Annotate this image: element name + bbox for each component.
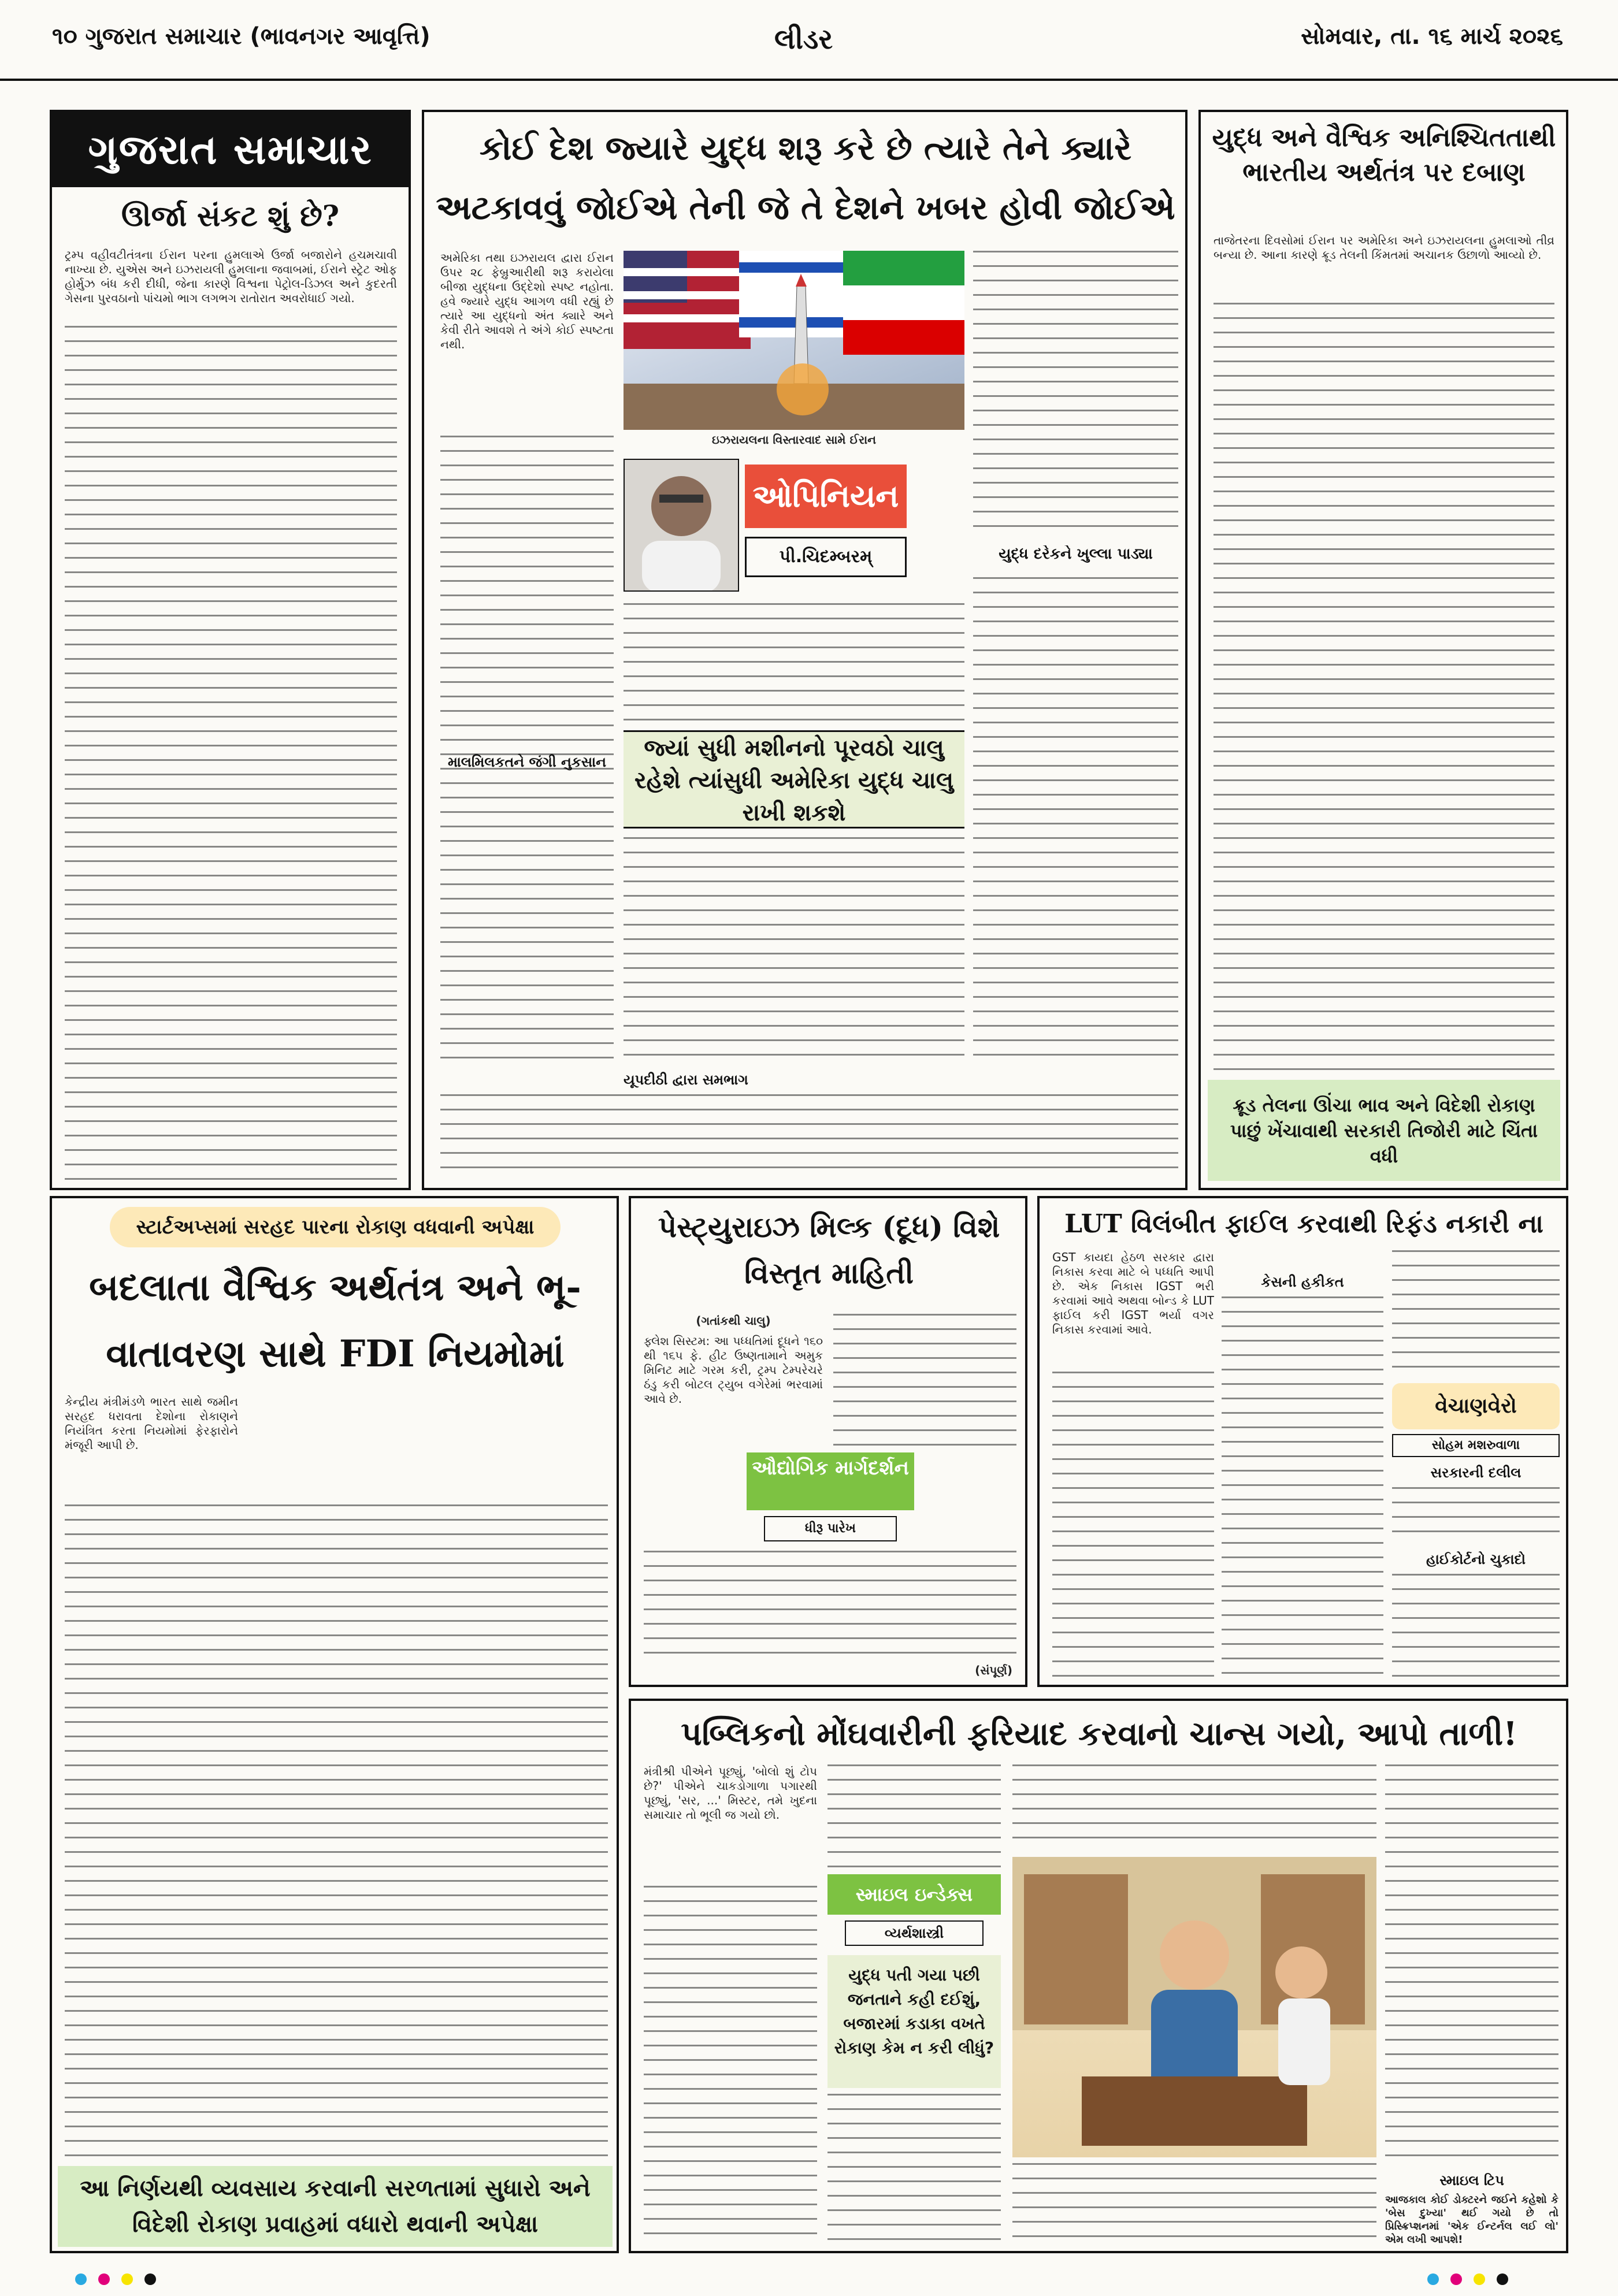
lut-subhead-facts: કેસની હકીકત: [1261, 1273, 1344, 1290]
milk-continued-label: (ગતાંકથી ચાલુ): [696, 1314, 771, 1328]
fdi-headline-line2: વાતાવરણ સાથે FDI નિયમોમાં: [106, 1332, 565, 1376]
registration-dot-icon: [121, 2273, 133, 2285]
lead-pullquote: જ્યાં સુધી મશીનનો પૂરવઠો ચાલુ રહેશે ત્યાંસુધી અમેરિકા યુદ્ધ ચાલુ રાખી શકશે: [624, 730, 964, 829]
lead-headline-line2: અટકાવવું જોઈએ તેની જે તે દેશને ખબર હોવી જોઈએ: [436, 188, 1175, 227]
fdi-body: કેન્દ્રીય મંત્રીમંડળે ભારત સાથે જમીન સરહદ ધરાવતા દેશોના રોકાણને નિયંત્રિત કરતા નિયમોમાં ફેરફારોને મંજૂરી આપી છે.: [65, 1395, 238, 1452]
registration-dot-icon: [1497, 2273, 1508, 2285]
lut-body-lines-e: [1392, 1250, 1560, 1377]
lut-body-lines-a: [1052, 1372, 1214, 1678]
war-illustration: [624, 251, 964, 430]
lead-body-lines-b: [973, 251, 1178, 540]
author-byline: પી.ચિદમ્બરમ્: [745, 537, 907, 577]
satire-body-lines-e: [1012, 2163, 1376, 2244]
satire-body-lines-a: [644, 1886, 817, 2244]
lead-headline-line1: કોઈ દેશ જ્યારે યુદ્ધ શરૂ કરે છે ત્યારે તેને ક્યારે: [479, 128, 1132, 168]
lead-body: અમેરિકા તથા ઇઝરાયલ દ્વારા ઈરાન ઉપર ૨૮ ફેબ્રુઆરીથી શરૂ કરાયેલા બીજા યુદ્ધના ઉદ્દેશો સ્પષ્ટ નહોતા. હવે જ્યારે યુદ્ધ આગળ વધી રહ્યું છે ત્યારે આ યુદ્ધનો અંત ક્યારે અને કેવી રીતે આવશે તે અંગે કોઈ સ્પષ્ટતા નથી.: [440, 251, 614, 351]
milk-headline: પેસ્ટ્યુરાઇઝ મિલ્ક (દૂધ) વિશે વિસ્તૃત માહિતી: [658, 1210, 1000, 1290]
sales-tax-badge: વેચાણવેરો: [1392, 1383, 1560, 1429]
lut-body-lines-b: [1222, 1296, 1383, 1678]
lut-body: GST કાયદા હેઠળ સરકાર દ્વારા નિકાસ કરવા માટે બે પધ્ધતિ આપી છે. એક નિકાસ IGST ભરી કરવામાં આવે અથવા બોન્ડ કે LUT ફાઈલ કરી IGST ભર્યા વગર નિકાસ કરવામાં આવે.: [1052, 1250, 1214, 1336]
satire-body-lines-f: [1385, 1764, 1558, 2169]
satire-headline: પબ્લિકનો મોંઘવારીની ફરિયાદ કરવાનો ચાન્સ ગયો, આપો તાળી!: [681, 1715, 1517, 1753]
registration-dot-icon: [144, 2273, 156, 2285]
lut-author: સોહમ મશરુવાળા: [1392, 1434, 1560, 1457]
registration-dot-icon: [75, 2273, 87, 2285]
page-date: સોમવાર, તા. ૧૬ માર્ચ ૨૦૨૬: [1301, 23, 1563, 50]
economy-headline: યુદ્ધ અને વૈશ્વિક અનિશ્ચિતતાથી ભારતીય અર્થતંત્ર પર દબાણ: [1212, 123, 1556, 187]
satire-body-lines-d: [1012, 1764, 1376, 1851]
lead-body-lines-c: [624, 603, 964, 725]
milk-body-lines-right: [833, 1314, 1016, 1450]
milk-author: ધીરૂ પારેખ: [764, 1516, 897, 1541]
fdi-kicker: સ્ટાર્ટઅપ્સમાં સરહદ પારના રોકાણ વધવાની અપેક્ષા: [110, 1207, 561, 1247]
smile-index-badge: સ્માઇલ ઇન્ડેક્સ: [827, 1874, 1001, 1915]
lead-body-lines-f: [440, 1094, 1178, 1181]
industrial-guide-badge: ઔદ્યોગિક માર્ગદર્શન: [747, 1452, 914, 1510]
lead-body-lines-a: [440, 436, 614, 1060]
registration-dot-icon: [1450, 2273, 1462, 2285]
lut-subhead-govt: સરકારની દલીલ: [1430, 1464, 1521, 1481]
fdi-body-lines: [65, 1504, 608, 2157]
fdi-headline-line1: બદલાતા વૈશ્વિક અર્થતંત્ર અને ભૂ-: [89, 1266, 581, 1309]
page-info: ૧૦ ગુજરાત સમાચાર (ભાવનગર આવૃત્તિ): [52, 23, 431, 50]
satire-pullquote: યુદ્ધ પતી ગયા પછી જનતાને કહી દઈશું, બજારમાં કડાકા વખતે રોકાણ કેમ ન કરી લીધું?: [827, 1955, 1001, 2088]
masthead: [52, 112, 409, 187]
subhead-property-loss: માલમિલકતને જંગી નુકસાન: [447, 753, 607, 770]
author-photo: [624, 459, 739, 592]
opinion-label: ઓપિનિયન: [745, 465, 907, 528]
col1-body: ટ્રમ્પ વહીવટીતંત્રના ઈરાન પરના હુમલાએ ઉર્જા બજારોને હચમચાવી નાખ્યા છે. યુએસ અને ઇઝરાયલી હુમલાના જવાબમાં, ઈરાને સ્ટ્રેટ ઓફ હોર્મુઝ બંધ કરી દીધી, જેના કારણે વિશ્વના પેટ્રોલ-ડિઝલ અને કુદરતી ગેસના પુરવઠાનો પાંચમો ભાગ લગભગ રાતોરાત અવરોધાઈ ગયો.: [65, 248, 397, 305]
milk-body: ફ્લેશ સિસ્ટમ: આ પધ્ધતિમાં દૂધને ૧૬૦ થી ૧૬૫ ફે. હીટ ઉષ્ણતામાને અમુક મિનિટ માટે ગરમ કરી, ટ્રમ્પ ટેમ્પરેચરે ઠંડુ કરી બોટલ ટ્યુબ વગેરેમાં ભરવામાં આવે છે.: [644, 1334, 823, 1406]
lut-body-lines-d: [1392, 1574, 1560, 1678]
milk-body-lines: [644, 1551, 1016, 1658]
subhead-equal-share: યૂપદીઠી દ્વારા સમભાગ: [624, 1071, 748, 1088]
lead-article: [422, 110, 1187, 1190]
masthead-title: ગુજરાત સમાચાર: [88, 125, 373, 173]
cartoon-figure-icon: [1012, 1857, 1376, 2157]
lead-body-lines-e: [973, 577, 1178, 1062]
satire-body: મંત્રીશ્રી પીએને પૂછ્યું, 'બોલો શું ટોપ છે?' પીએને ચાકડોગાળા પગારથી પૂછ્યું, 'સર, ...' મિસ્ટર, તમે ખુદના સમાચાર તો ભૂલી જ ગયો છો.: [644, 1764, 817, 1822]
economy-article: [1198, 110, 1568, 1190]
lut-subhead-hc: હાઈકોર્ટનો ચુકાદો: [1426, 1551, 1526, 1567]
page-header: [0, 0, 1618, 81]
smile-tip-title: સ્માઇલ ટિપ: [1439, 2172, 1504, 2189]
section-label: લીડર: [774, 23, 833, 55]
masthead-column: [50, 110, 411, 1190]
milk-end-label: (સંપૂર્ણ): [975, 1663, 1012, 1677]
lead-body-lines-d: [624, 837, 964, 1068]
subhead-war-exposed: યુદ્ધ દરેકને ખુલ્લા પાડ્યા: [999, 545, 1153, 563]
portrait-icon: [625, 460, 738, 590]
economy-body-lines: [1214, 303, 1554, 1071]
flags-missile-graphic: [624, 251, 964, 430]
satire-cartoon: [1012, 1857, 1376, 2157]
satire-body-lines-b: [827, 1764, 1001, 1868]
lut-article: [1037, 1196, 1568, 1687]
registration-dot-icon: [98, 2273, 110, 2285]
col1-body-continued: [65, 326, 397, 1181]
fdi-footer: આ નિર્ણયથી વ્યવસાય કરવાની સરળતામાં સુધારો અને વિદેશી રોકાણ પ્રવાહમાં વધારો થવાની અપેક્ષા: [58, 2166, 613, 2247]
economy-body: તાજેતરના દિવસોમાં ઈરાન પર અમેરિકા અને ઇઝરાયલના હુમલાઓ તીવ્ર બન્યા છે. આના કારણે ક્રૂડ તેલની કિંમતમાં અચાનક ઉછાળો આવ્યો છે.: [1214, 233, 1554, 262]
fdi-article: [50, 1196, 619, 2253]
satire-article: [629, 1699, 1568, 2253]
satire-body-lines-c: [827, 2094, 1001, 2244]
col1-heading: ઊર્જા સંકટ શું છે?: [121, 199, 340, 233]
lut-headline: LUT વિલંબીત ફાઈલ કરવાથી રિફંડ નકારી ના: [1064, 1209, 1543, 1239]
registration-dot-icon: [1427, 2273, 1439, 2285]
lut-body-lines-c: [1392, 1487, 1560, 1545]
milk-article: [629, 1196, 1027, 1687]
economy-footer: ક્રૂડ તેલના ઊંચા ભાવ અને વિદેશી રોકાણ પાછું ખેંચાવાથી સરકારી તિજોરી માટે ચિંતા વધી: [1208, 1080, 1560, 1181]
satire-author: વ્યર્થશાસ્ત્રી: [845, 1920, 984, 1946]
registration-dot-icon: [1474, 2273, 1485, 2285]
smile-tip-text: આજકાલ કોઈ ડોક્ટરને જઈને કહેશો કે 'બેસ દુખ્યા' થઈ ગયો છે તો પ્રિસ્ક્રિપ્શનમાં 'એક ઈન્ટર્નલ લઈ લો' એમ લખી આપશે!: [1385, 2194, 1558, 2246]
lead-image-caption: ઇઝરાયલના વિસ્તારવાદ સામે ઈરાન: [711, 433, 877, 447]
